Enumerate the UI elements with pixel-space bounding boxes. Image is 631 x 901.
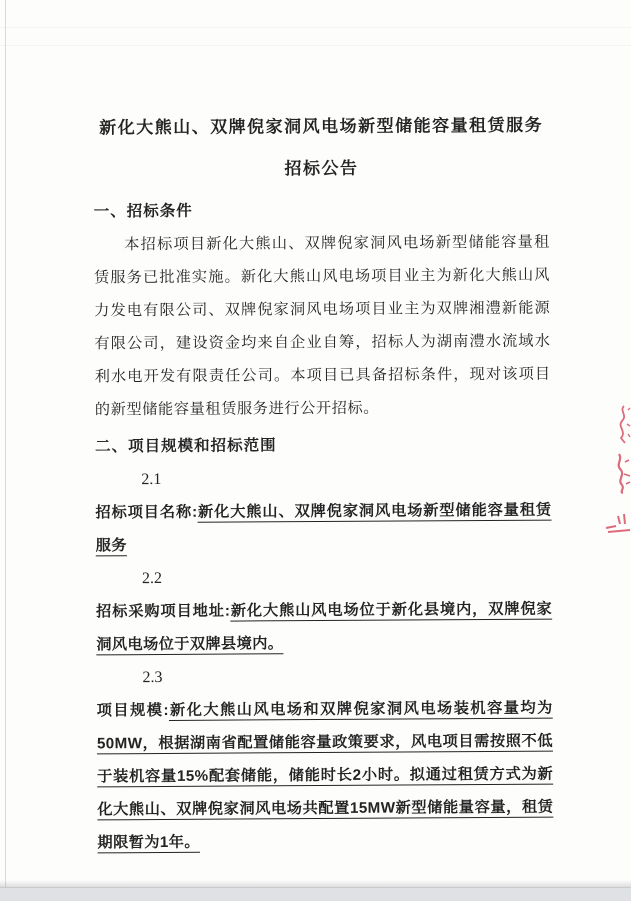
red-stamp-fragment-icon [612, 404, 631, 444]
title-line-1: 新化大熊山、双牌倪家洞风电场新型储能容量租赁服务 [99, 115, 544, 138]
red-stamp-fragment-icon [604, 512, 631, 536]
clause-2-3-label: 项目规模: [96, 701, 169, 720]
page-bottom-edge [0, 887, 631, 901]
clause-number-2-3: 2.3 [142, 668, 163, 687]
page-left-edge [5, 0, 6, 887]
section-1-heading: 一、招标条件 [93, 202, 193, 221]
clause-2-2 [96, 593, 552, 662]
title-line-2: 招标公告 [284, 158, 359, 179]
document-body [92, 0, 553, 859]
clause-2-3-value: 新化大熊山风电场和双牌倪家洞风电场装机容量均为50MW，根据湖南省配置储能容量政策要求，风电项目需按照不低于装机容量15%配套储能，储能时长2小时。拟通过租赁方式为新化大熊山、双牌倪家洞风电场共配置15MW新型储能量容量，租赁期限暂为1年。 [96, 699, 554, 852]
clause-number-2-2: 2.2 [141, 569, 162, 588]
clause-number-2-1: 2.1 [141, 470, 162, 489]
clause-2-3 [97, 692, 554, 860]
clause-2-2-value: 新化大熊山风电场位于新化县境内，双牌倪家洞风电场位于双牌县境内。 [96, 600, 553, 654]
section-2-heading: 二、项目规模和招标范围 [95, 437, 277, 456]
clause-2-2-label: 招标采购项目地址: [96, 602, 231, 621]
section-1-paragraph: 本招标项目新化大熊山、双牌倪家洞风电场新型储能容量租赁服务已批准实施。新化大熊山风电场项目业主为新化大熊山风力发电有限公司、双牌倪家洞风电场项目业主为双牌湘澧新能源有限公司，建设资金均来自企业自筹，招标人为湖南澧水流域水利水电开发有限责任公司。本项目已具备招标条件，现对该项目的新型储能容量租赁服务进行公开招标。 [94, 233, 551, 419]
clause-2-1-value: 新化大熊山、双牌倪家洞风电场新型储能容量租赁服务 [95, 501, 552, 555]
clause-2-1-label: 招标项目名称: [95, 503, 198, 522]
document-title [93, 105, 550, 192]
clause-2-1 [95, 494, 551, 563]
red-stamp-fragment-icon [609, 452, 631, 494]
